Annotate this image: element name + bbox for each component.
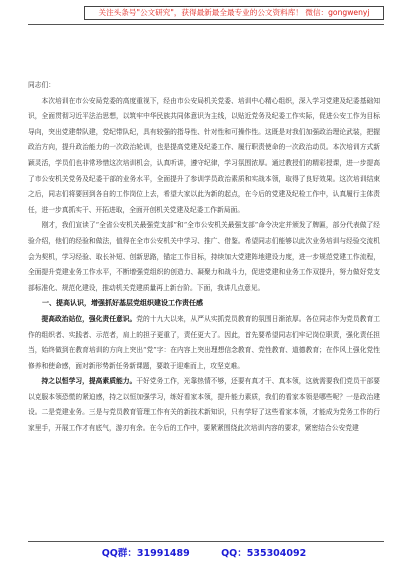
sub-section-title: 提高政治站位，强化责任意识。 [41,314,137,323]
footer [0,546,408,562]
footer-qq: QQ：535304092 [221,548,307,559]
footer-divider [28,541,384,542]
body-paragraph: 刚才，我们宣读了“全省公安机关最强党支部”和“全市公安机关最强支部”命令决定并颁发了牌匾，部分代表做了经验介绍，他们的经验和做法，值得在全市公安机关中学习、推广、借鉴。希望同志们能够以此次业务培训与经验交流机会为契机，学习经验、取长补短、创新思路，锚定工作目标，持续加大党建阵地建设力度，进一步规范党建工作流程，全面提升党建业务工作水平，不断增强党组织的创造力、凝聚力和战斗力，促进党建和业务工作双提升，努力做好党支部标准化、规范化建设，推动机关党建质量再上新台阶。下面，我讲几点意见。 [28,221,380,292]
section-heading: 一、提高认识，增强抓好基层党组织建设工作责任感 [42,299,203,308]
header-banner: 关注头条号"公文研究"，获得最新最全最专业的公文资料库！ 微信：gongwenyj [84,6,384,20]
body-paragraph: 本次培训在市公安局党委的高度重视下，经由市公安局机关党委、培训中心精心组织，深入学习党建及纪委基础知识，全面贯彻习近平法治思想，以筑牢中华民族共同体意识为主线，以贴近党务及纪委工作实际，促进公安工作为目标导向，突出党建带队建，党纪带队纪，具有较强的指导性、针对性和可操作性。这既是对我们加强政治理论武装，把握政治方向，提升政治能力的一次政治轮训，也是提高党建及纪委工作、履行职责使命的一次政治动员。本次培训方式新颖灵活，学员们也非常珍惜这次培训机会，认真听讲，遵守纪律，学习氛围浓厚。通过教授们的精彩授课，进一步提高了市公安机关党务及纪委干部的业务水平，全面提升了参训学员政治素质和实战本领，取得了良好效果。这次培训结束之后，同志们将要回到各自的工作岗位上去，希望大家以此为新的起点，在今后的党建及纪检工作中，认真履行主体责任，进一步真抓实干、开拓进取，全面开创机关党建及纪委工作新局面。 [28,96,380,214]
greeting: 同志们： [28,81,56,89]
footer-qq-group: QQ群：31991489 [101,548,190,559]
sub-section [28,374,380,436]
sub-section-title: 持之以恒学习，提高素质能力。 [41,377,137,386]
sub-section-text: 干好党务工作，光靠热情不够，还要有真才干、真本领，这就需要我们党员干部要以克服本领恐慌的紧迫感，持之以恒加强学习，练好看家本领，提升能力素质，我们的看家本领是哪些呢？一是政治建设。二是党建业务。三是与党员教育管理工作有关的新技术新知识，只有学好了这些看家本领，才能成为党务工作的行家里手，开展工作才有底气，游刃有余。在今后的工作中，要紧紧围绕此次培训内容的要求，紧密结合公安党建 [28,377,380,433]
header-divider [28,24,384,25]
sub-section [28,312,380,374]
sub-section-text: 党的十九大以来，从严从实抓党员教育的氛围日渐浓厚。各位同志作为党员教育工作的组织者、实践者、示范者，肩上的担子更重了，责任更大了。因此，首先要希望同志们牢记岗位职责，强化责任担当，始终做到在教育培训的方向上突出“党”字：在内容上突出理想信念教育、党性教育、道德教育；在作风上强化党性修养和使命感，面对新形势新任务新课题，要敢于迎难而上，攻坚克难。 [28,314,380,370]
document-body [28,78,380,437]
